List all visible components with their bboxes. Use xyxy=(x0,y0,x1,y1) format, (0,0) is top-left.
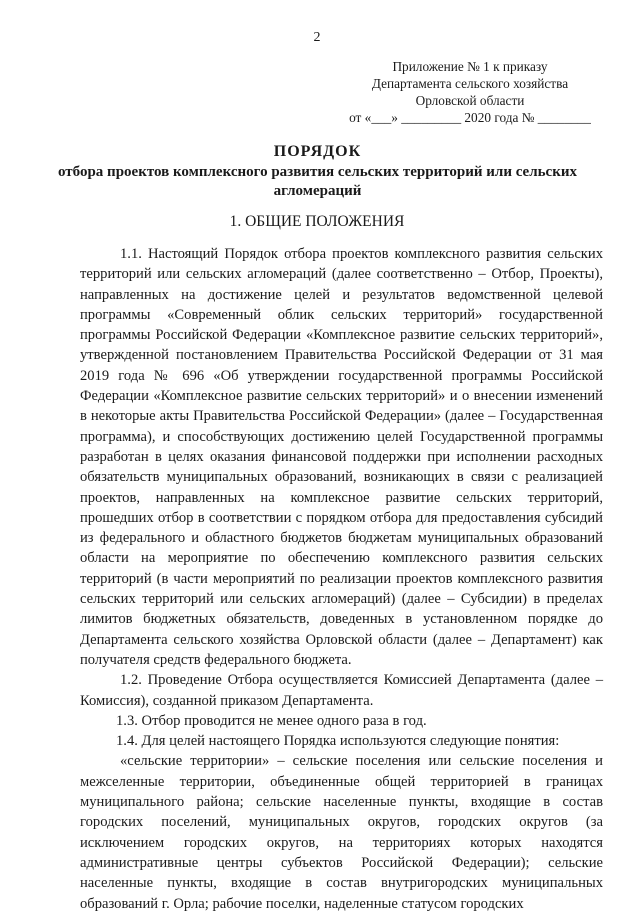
appendix-header xyxy=(330,58,610,126)
section-heading: 1. ОБЩИЕ ПОЛОЖЕНИЯ xyxy=(229,213,405,230)
paragraph-definition: «сельские территории» – сельские поселения или сельские поселения и межселенные территории, объединенные общей территорией в границах муниципального района; сельские населенные пункты, входящие в состав городских поселений, муниципальных округов, городских округов (за исключением городских округов, на территориях которых находятся административные центры субъектов Российской Федерации); сельские населенные пункты, входящие в состав внутригородских муниципальных образований г. Орла; рабочие поселки, наделенные статусом городских xyxy=(80,753,603,912)
appendix-line-1: Приложение № 1 к приказу xyxy=(392,59,548,74)
appendix-line-2: Департамента сельского хозяйства xyxy=(371,76,569,91)
paragraph-1-2: 1.2. Проведение Отбора осуществляется Комиссией Департамента (далее – Комиссия), созданной приказом Департамента. xyxy=(80,672,603,709)
document-title xyxy=(40,142,595,201)
paragraph-1-4: 1.4. Для целей настоящего Порядка используются следующие понятия: xyxy=(116,733,560,750)
title-main: ПОРЯДОК xyxy=(273,143,362,160)
appendix-line-3: Орловской области xyxy=(415,93,525,108)
paragraph-1-1: 1.1. Настоящий Порядок отбора проектов комплексного развития сельских территорий или сельских агломераций (далее соответственно – Отбор, Проекты), направленных на достижение целей и результатов ведомственной целевой программы «Современный облик сельских территорий» государственной программы Российской Федерации «Комплексное развитие сельских территорий», утвержденной постановлением Правительства Российской Федерации от 31 мая 2019 года № 696 «Об утверждении государственной программы Российской Федерации «Комплексное развитие сельских территорий» и о внесении изменений в некоторые акты Правительства Российской Федерации» (далее – Государственная программа), и способствующих достижению целей Государственной программы разработан в целях оказания финансовой поддержки при исполнении расходных обязательств муниципальных образований, возникающих в связи с реализацией проектов, направленных на комплексное развитие сельских территорий, прошедших отбор в соответствии с порядком отбора для предоставления субсидий из федерального и областного бюджетов бюджетам муниципальных образований области на мероприятие по обеспечению комплексного развития сельских территорий (в части мероприятий по реализации проектов комплексного развития сельских территорий или сельских агломераций) (далее – Субсидии) в пределах лимитов бюджетных обязательств, доведенных в установленном порядке до Департамента сельского хозяйства Орловской области (далее – Департамент) как получателя средств федерального бюджета. xyxy=(80,246,603,668)
document-body xyxy=(80,244,603,914)
title-subtitle: отбора проектов комплексного развития сельских территорий или сельских агломераций xyxy=(57,164,578,199)
page-number: 2 xyxy=(313,30,321,45)
appendix-line-4: от «___» _________ 2020 года № ________ xyxy=(349,110,591,125)
paragraph-1-3: 1.3. Отбор проводится не менее одного раза в год. xyxy=(116,712,427,729)
